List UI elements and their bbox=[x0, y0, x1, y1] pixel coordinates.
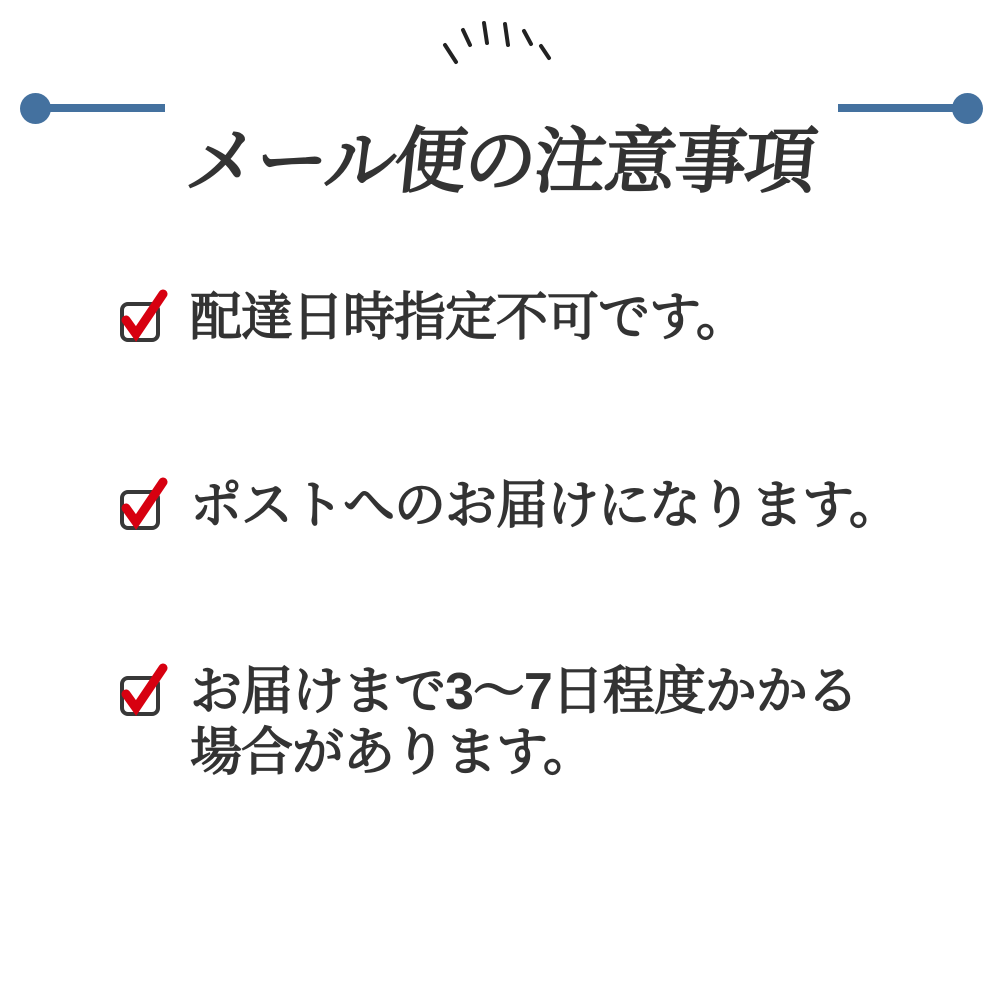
notice-item-text: 配達日時指定不可です。 bbox=[190, 289, 747, 347]
right-line bbox=[838, 104, 968, 112]
title-left-decoration bbox=[20, 93, 165, 124]
red-check-checkbox-icon bbox=[118, 288, 168, 346]
page-title: メール便の注意事項 bbox=[181, 122, 819, 203]
notice-item-text: お届けまで3〜7日程度かかる 場合があります。 bbox=[190, 663, 858, 782]
left-line bbox=[35, 104, 165, 112]
notice-item-delivery-time bbox=[118, 662, 858, 784]
right-dot bbox=[952, 93, 983, 124]
emphasis-rays-icon bbox=[436, 14, 562, 66]
title-right-decoration bbox=[838, 93, 983, 124]
notice-item-post-delivery bbox=[118, 476, 900, 537]
red-check-checkbox-icon bbox=[118, 662, 168, 720]
notice-item-text: ポストへのお届けになります。 bbox=[190, 477, 900, 535]
notice-item-delivery-date bbox=[118, 288, 747, 349]
red-check-checkbox-icon bbox=[118, 476, 168, 534]
